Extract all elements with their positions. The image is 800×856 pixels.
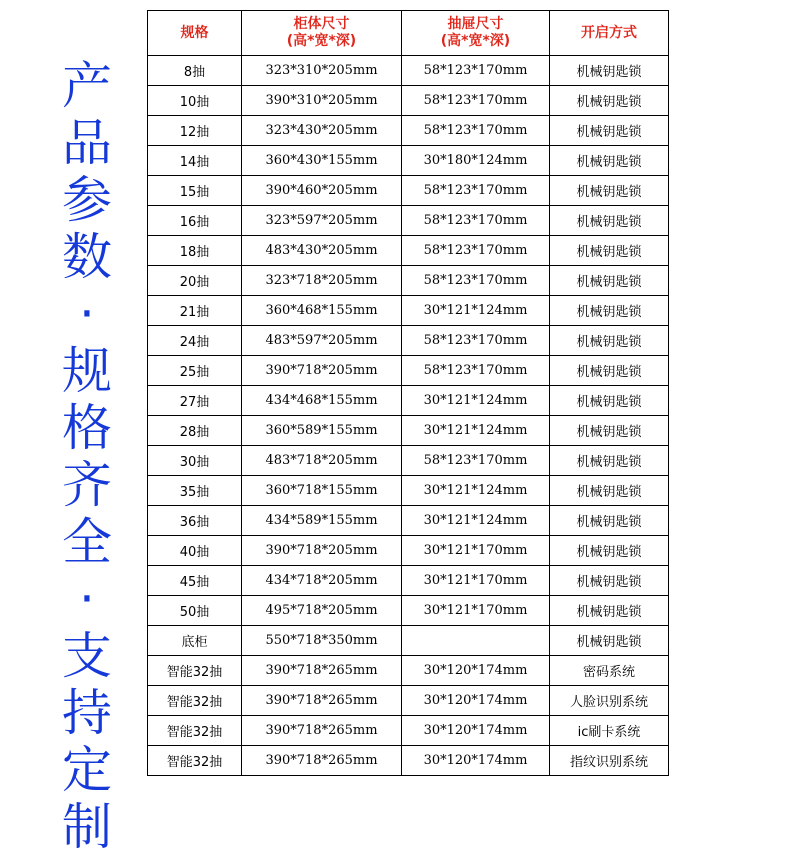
- table-row: [148, 56, 669, 86]
- table-row: [148, 266, 669, 296]
- cell-spec: 智能32抽: [148, 716, 242, 746]
- cell-cabinet-size: 360*430*155mm: [242, 146, 402, 176]
- side-title: [52, 58, 122, 856]
- table-row: [148, 386, 669, 416]
- cell-drawer-size: 58*123*170mm: [402, 446, 550, 476]
- cell-spec: 45抽: [148, 566, 242, 596]
- cell-drawer-size: 30*121*124mm: [402, 386, 550, 416]
- table-row: [148, 416, 669, 446]
- cell-spec: 25抽: [148, 356, 242, 386]
- cell-cabinet-size: 483*430*205mm: [242, 236, 402, 266]
- cell-drawer-size: 58*123*170mm: [402, 116, 550, 146]
- cell-spec: 15抽: [148, 176, 242, 206]
- cell-cabinet-size: 390*718*205mm: [242, 536, 402, 566]
- cell-open-method: 机械钥匙锁: [550, 476, 669, 506]
- cell-open-method: 机械钥匙锁: [550, 56, 669, 86]
- table-row: [148, 206, 669, 236]
- cell-spec: 14抽: [148, 146, 242, 176]
- header-open-method: [550, 11, 669, 56]
- cell-drawer-size: 30*121*124mm: [402, 416, 550, 446]
- side-title-char: 持: [62, 684, 112, 742]
- cell-spec: 21抽: [148, 296, 242, 326]
- cell-open-method: 机械钥匙锁: [550, 146, 669, 176]
- cell-drawer-size: 58*123*170mm: [402, 86, 550, 116]
- table-row: [148, 86, 669, 116]
- cell-open-method: 机械钥匙锁: [550, 176, 669, 206]
- table-header-row: [148, 11, 669, 56]
- cell-drawer-size: 58*123*170mm: [402, 176, 550, 206]
- cell-spec: 36抽: [148, 506, 242, 536]
- table-row: [148, 566, 669, 596]
- cell-cabinet-size: 323*718*205mm: [242, 266, 402, 296]
- cell-drawer-size: 58*123*170mm: [402, 236, 550, 266]
- cell-drawer-size: 30*121*170mm: [402, 596, 550, 626]
- cell-drawer-size: 30*121*170mm: [402, 536, 550, 566]
- header-cabinet-size-line2: (高*宽*深): [286, 33, 357, 49]
- cell-open-method: 机械钥匙锁: [550, 86, 669, 116]
- cell-spec: 27抽: [148, 386, 242, 416]
- table-row: [148, 326, 669, 356]
- header-spec-line1: 规格: [180, 24, 209, 41]
- header-drawer-size-line2: (高*宽*深): [440, 33, 511, 49]
- cell-spec: 智能32抽: [148, 746, 242, 776]
- cell-open-method: 机械钥匙锁: [550, 506, 669, 536]
- table-row: [148, 146, 669, 176]
- cell-cabinet-size: 550*718*350mm: [242, 626, 402, 656]
- cell-drawer-size: 58*123*170mm: [402, 326, 550, 356]
- cell-open-method: 机械钥匙锁: [550, 206, 669, 236]
- cell-cabinet-size: 360*468*155mm: [242, 296, 402, 326]
- cell-open-method: 机械钥匙锁: [550, 536, 669, 566]
- header-spec: [148, 11, 242, 56]
- cell-drawer-size: 30*121*170mm: [402, 566, 550, 596]
- cell-drawer-size: 58*123*170mm: [402, 266, 550, 296]
- cell-open-method: 机械钥匙锁: [550, 116, 669, 146]
- header-drawer-size: [402, 11, 550, 56]
- cell-cabinet-size: 390*718*265mm: [242, 746, 402, 776]
- header-cabinet-size-line1: 柜体尺寸: [293, 16, 350, 32]
- cell-spec: 50抽: [148, 596, 242, 626]
- side-title-char: 全: [62, 513, 112, 571]
- cell-open-method: 密码系统: [550, 656, 669, 686]
- cell-cabinet-size: 390*460*205mm: [242, 176, 402, 206]
- side-title-char: 支: [62, 627, 112, 685]
- cell-open-method: 机械钥匙锁: [550, 566, 669, 596]
- cell-open-method: 机械钥匙锁: [550, 386, 669, 416]
- table-row: [148, 626, 669, 656]
- header-open-method-line1: 开启方式: [581, 24, 637, 41]
- cell-open-method: 机械钥匙锁: [550, 236, 669, 266]
- cell-cabinet-size: 390*718*265mm: [242, 686, 402, 716]
- cell-cabinet-size: 390*718*205mm: [242, 356, 402, 386]
- cell-spec: 8抽: [148, 56, 242, 86]
- side-title-char: 产: [62, 57, 112, 115]
- cell-open-method: 机械钥匙锁: [550, 626, 669, 656]
- cell-drawer-size: 30*120*174mm: [402, 686, 550, 716]
- cell-drawer-size: 58*123*170mm: [402, 206, 550, 236]
- cell-open-method: 机械钥匙锁: [550, 596, 669, 626]
- cell-open-method: 机械钥匙锁: [550, 296, 669, 326]
- cell-drawer-size: 30*120*174mm: [402, 746, 550, 776]
- cell-open-method: 机械钥匙锁: [550, 326, 669, 356]
- cell-drawer-size: 58*123*170mm: [402, 56, 550, 86]
- cell-cabinet-size: 323*597*205mm: [242, 206, 402, 236]
- cell-drawer-size: [402, 626, 550, 656]
- cell-drawer-size: 30*121*124mm: [402, 476, 550, 506]
- cell-spec: 12抽: [148, 116, 242, 146]
- table-row: [148, 506, 669, 536]
- table-row: [148, 446, 669, 476]
- table-row: [148, 656, 669, 686]
- side-title-char: 制: [62, 798, 112, 856]
- side-title-char: 数: [62, 228, 112, 286]
- cell-spec: 18抽: [148, 236, 242, 266]
- side-title-char: ·: [79, 570, 95, 628]
- side-title-char: 齐: [62, 456, 112, 514]
- cell-spec: 28抽: [148, 416, 242, 446]
- cell-cabinet-size: 323*310*205mm: [242, 56, 402, 86]
- table-row: [148, 476, 669, 506]
- cell-cabinet-size: 390*718*265mm: [242, 656, 402, 686]
- table-row: [148, 686, 669, 716]
- spec-table-body: [148, 56, 669, 776]
- cell-cabinet-size: 495*718*205mm: [242, 596, 402, 626]
- cell-cabinet-size: 360*589*155mm: [242, 416, 402, 446]
- side-title-char: 定: [62, 741, 112, 799]
- table-row: [148, 716, 669, 746]
- cell-drawer-size: 58*123*170mm: [402, 356, 550, 386]
- cell-spec: 40抽: [148, 536, 242, 566]
- cell-open-method: 机械钥匙锁: [550, 446, 669, 476]
- table-row: [148, 176, 669, 206]
- cell-open-method: 指纹识别系统: [550, 746, 669, 776]
- cell-spec: 16抽: [148, 206, 242, 236]
- side-title-char: 格: [62, 399, 112, 457]
- spec-table: [147, 10, 669, 776]
- table-row: [148, 746, 669, 776]
- cell-cabinet-size: 390*310*205mm: [242, 86, 402, 116]
- table-row: [148, 296, 669, 326]
- cell-cabinet-size: 483*597*205mm: [242, 326, 402, 356]
- side-title-char: ·: [79, 285, 95, 343]
- cell-open-method: 人脸识别系统: [550, 686, 669, 716]
- cell-drawer-size: 30*121*124mm: [402, 506, 550, 536]
- cell-cabinet-size: 323*430*205mm: [242, 116, 402, 146]
- cell-drawer-size: 30*180*124mm: [402, 146, 550, 176]
- header-drawer-size-line1: 抽屉尺寸: [447, 16, 504, 32]
- table-row: [148, 356, 669, 386]
- cell-spec: 底柜: [148, 626, 242, 656]
- table-row: [148, 236, 669, 266]
- table-row: [148, 596, 669, 626]
- cell-open-method: 机械钥匙锁: [550, 416, 669, 446]
- cell-spec: 智能32抽: [148, 656, 242, 686]
- cell-drawer-size: 30*120*174mm: [402, 656, 550, 686]
- table-row: [148, 116, 669, 146]
- cell-spec: 智能32抽: [148, 686, 242, 716]
- cell-drawer-size: 30*120*174mm: [402, 716, 550, 746]
- cell-spec: 30抽: [148, 446, 242, 476]
- cell-cabinet-size: 483*718*205mm: [242, 446, 402, 476]
- table-row: [148, 536, 669, 566]
- cell-spec: 20抽: [148, 266, 242, 296]
- cell-spec: 24抽: [148, 326, 242, 356]
- cell-cabinet-size: 360*718*155mm: [242, 476, 402, 506]
- cell-cabinet-size: 390*718*265mm: [242, 716, 402, 746]
- cell-open-method: 机械钥匙锁: [550, 266, 669, 296]
- cell-cabinet-size: 434*468*155mm: [242, 386, 402, 416]
- cell-drawer-size: 30*121*124mm: [402, 296, 550, 326]
- side-title-char: 参: [62, 171, 112, 229]
- cell-open-method: ic刷卡系统: [550, 716, 669, 746]
- cell-open-method: 机械钥匙锁: [550, 356, 669, 386]
- cell-cabinet-size: 434*589*155mm: [242, 506, 402, 536]
- side-title-char: 规: [62, 342, 112, 400]
- cell-spec: 10抽: [148, 86, 242, 116]
- cell-spec: 35抽: [148, 476, 242, 506]
- header-cabinet-size: [242, 11, 402, 56]
- cell-cabinet-size: 434*718*205mm: [242, 566, 402, 596]
- side-title-char: 品: [62, 114, 112, 172]
